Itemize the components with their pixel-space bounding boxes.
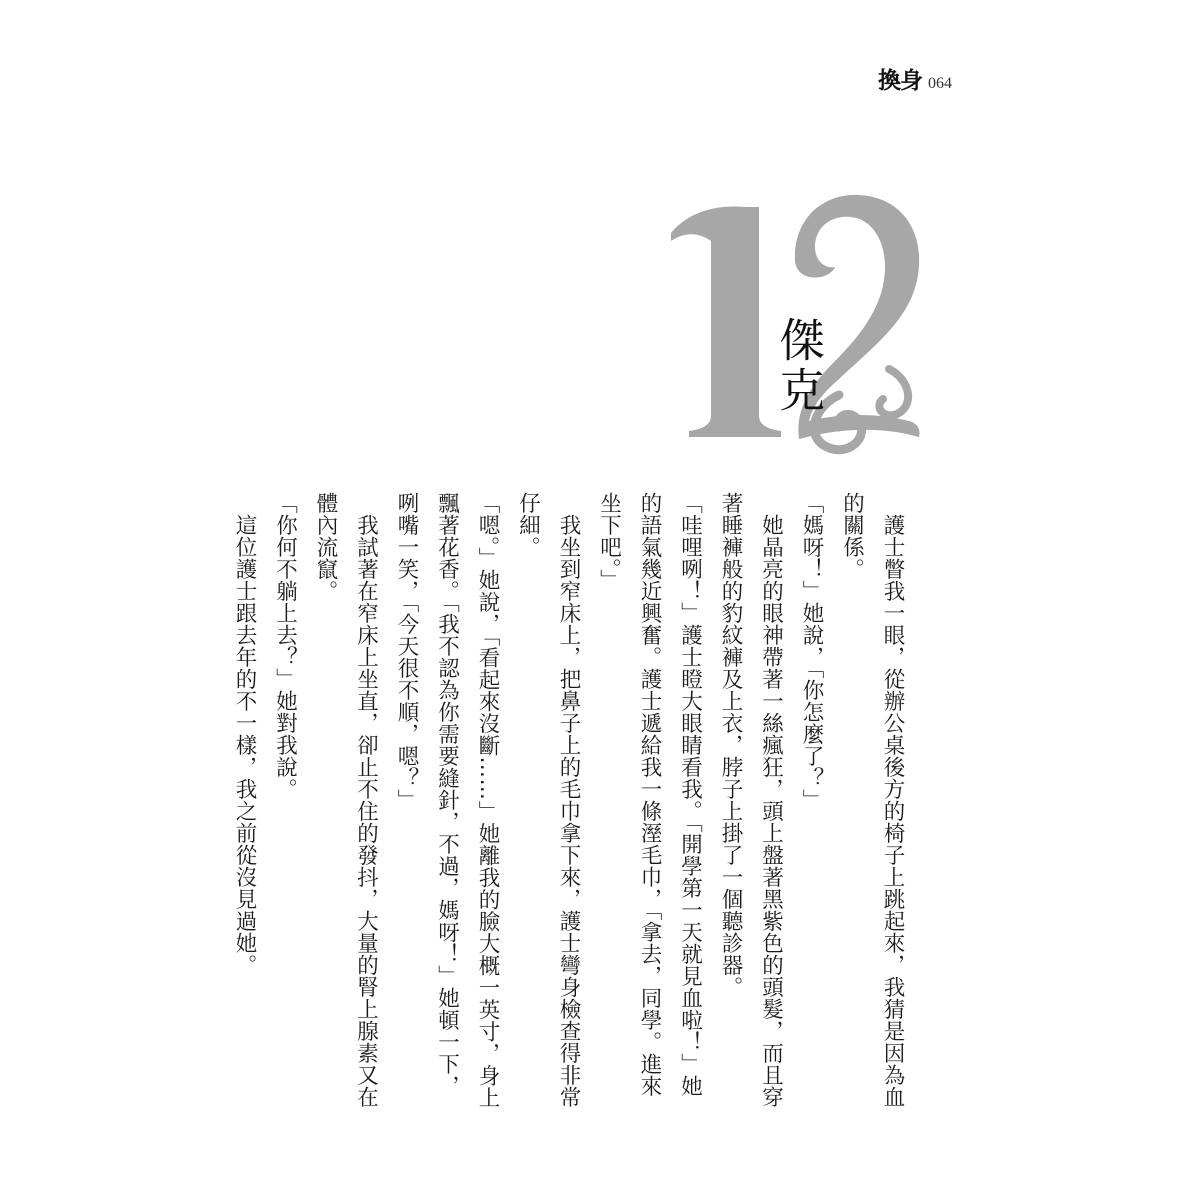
paragraph: 我試著在窄床上坐直，卻止不住的發抖，大量的腎上腺素又在體內流竄。: [313, 492, 379, 1108]
body-text: [224, 492, 913, 1112]
paragraph: 這位護士跟去年的不一樣，我之前從沒見過她。: [232, 513, 257, 976]
paragraph: 「嗯。」她說，「看起來沒斷……」她離我的臉大概一英寸，身上飄著花香。「我不認為你需要縫針，不過，媽呀！」她頓一下，咧嘴一笑，「今天很不順，嗯？」: [394, 492, 500, 1109]
page-number: 064: [928, 75, 952, 92]
paragraph: 她晶亮的眼神帶著一絲瘋狂，頭上盤著黑紫色的頭髮，而且穿著睡褲般的豹紋褲及上衣，脖子上掛了一個聽診器。: [718, 492, 784, 1108]
paragraph: 「媽呀！」她說，「你怎麼了？」: [799, 492, 824, 812]
paragraph: 我坐到窄床上，把鼻子上的毛巾拿下來，護士彎身檢查得非常仔細。: [515, 492, 581, 1108]
running-header: [878, 62, 952, 95]
paragraph: 「哇哩咧！」護士瞪大眼睛看我。「開學第一天就見血啦！」她的語氣幾近興奮。護士遞給我一條溼毛巾，「拿去，同學。進來坐下吧。」: [596, 492, 703, 1098]
chapter-swirl-right: [879, 369, 908, 415]
paragraph: 「你何不躺上去？」她對我說。: [272, 492, 298, 800]
book-title: 換身: [878, 68, 922, 94]
chapter-title: 傑克: [772, 316, 826, 416]
paragraph: 護士瞥我一眼，從辦公桌後方的椅子上跳起來，我猜是因為血的關係。: [839, 492, 905, 1108]
chapter-digit-one: [671, 207, 781, 437]
